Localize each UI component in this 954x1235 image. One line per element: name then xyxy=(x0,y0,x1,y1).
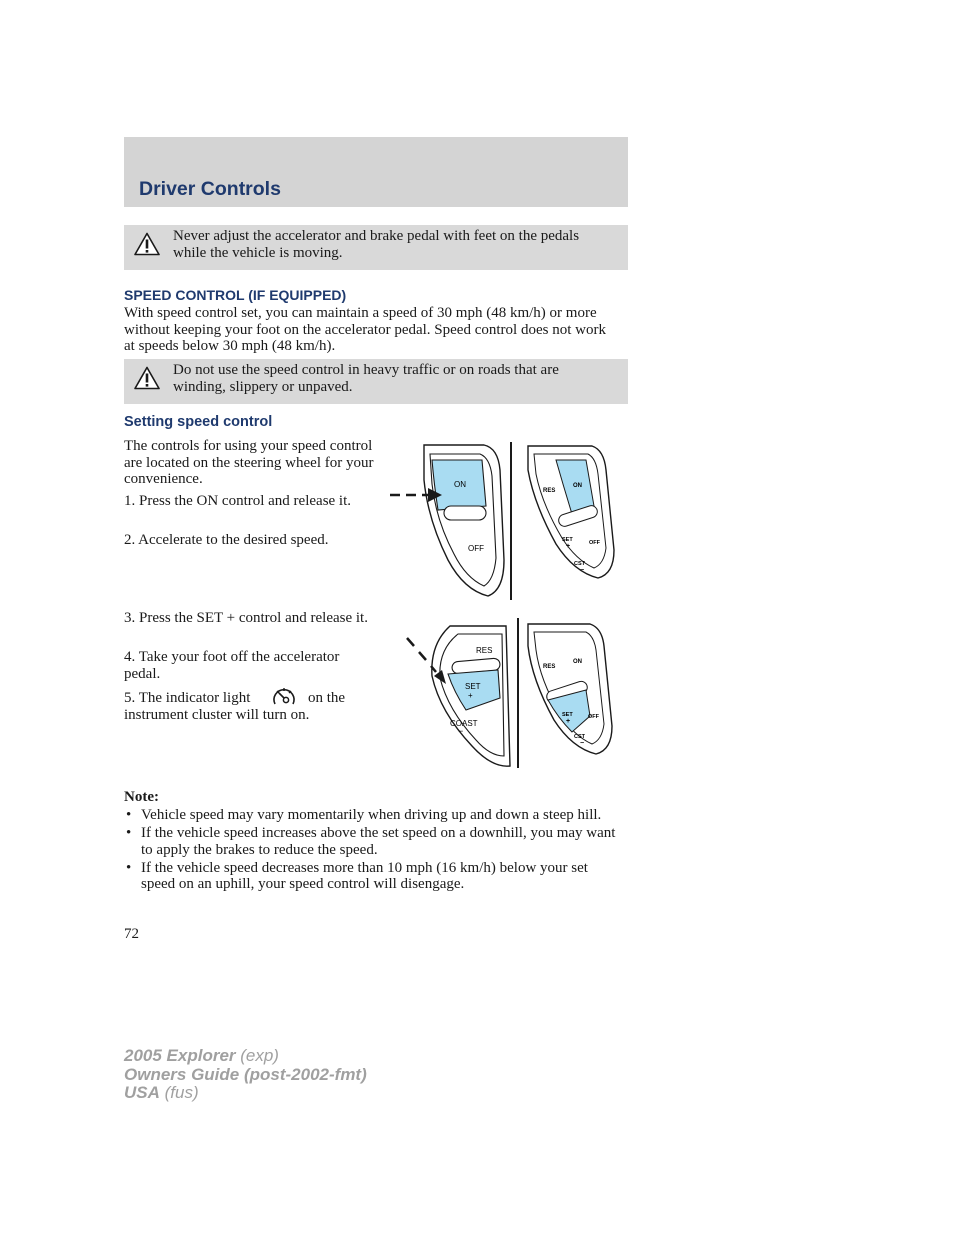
note-title: Note: xyxy=(124,789,159,805)
warning-box-pedals xyxy=(124,225,628,270)
footer xyxy=(124,1047,367,1103)
step-4: 4. Take your foot off the accelerator pedal. xyxy=(124,649,340,682)
step-1: 1. Press the ON control and release it. xyxy=(124,493,352,509)
list-item: • Vehicle speed may vary momentarily when driving up and down a steep hill. xyxy=(124,807,624,824)
subsection-title: Setting speed control xyxy=(124,414,273,430)
footer-line-1: 2005 Explorer (exp) xyxy=(124,1046,279,1065)
step-5-end: instrument cluster will turn on. xyxy=(124,707,310,723)
res-label: RES xyxy=(543,664,556,670)
coast-label: COAST xyxy=(450,719,478,728)
minus-label: − xyxy=(580,567,585,574)
cst-label: CST xyxy=(574,734,585,740)
setting-intro: The controls for using your speed control are located on the steering wheel for your convenience. xyxy=(124,438,374,487)
step-5-start: 5. The indicator light xyxy=(124,690,251,706)
list-item: • If the vehicle speed decreases more than 10 mph (16 km/h) below your set speed on an uphill, your speed control will disengage. xyxy=(124,860,624,893)
note-list xyxy=(124,807,624,894)
page-title: Driver Controls xyxy=(139,178,281,200)
plus-label: + xyxy=(566,543,571,550)
on-label: ON xyxy=(454,480,466,489)
footer-line-3: USA (fus) xyxy=(124,1083,199,1102)
section-intro: With speed control set, you can maintain a speed of 30 mph (48 km/h) or more without keeping your foot on the accelerator pedal. Speed control does not work at speeds below 30 mph (48 km/h). xyxy=(124,305,606,354)
figure-on-control xyxy=(388,440,628,602)
warning-text: Never adjust the accelerator and brake pedal with feet on the pedals while the vehicle is moving. xyxy=(173,228,580,261)
res-label: RES xyxy=(476,646,493,655)
step-5-mid: on the xyxy=(308,690,346,706)
warning-triangle-icon xyxy=(134,366,160,390)
set-label: SET xyxy=(562,537,573,543)
res-label: RES xyxy=(543,488,556,494)
minus-label: − xyxy=(458,726,464,736)
cst-label: CST xyxy=(574,561,585,567)
warning-box-traffic xyxy=(124,359,628,404)
step-3: 3. Press the SET + control and release it. xyxy=(124,610,368,626)
figure-set-control xyxy=(402,616,628,772)
page-number: 72 xyxy=(124,926,139,942)
list-item: • If the vehicle speed increases above the set speed on a downhill, you may want to apply the brakes to reduce the speed. xyxy=(124,825,624,858)
set-label: SET xyxy=(465,682,481,691)
warning-triangle-icon xyxy=(134,232,160,256)
off-label: OFF xyxy=(468,544,484,553)
slot-bar xyxy=(444,506,486,520)
off-label: OFF xyxy=(589,540,600,546)
footer-line-2: Owners Guide (post-2002-fmt) xyxy=(124,1064,367,1084)
warning-text: Do not use the speed control in heavy traffic or on roads that are winding, slippery or unpaved. xyxy=(173,362,559,395)
step-2: 2. Accelerate to the desired speed. xyxy=(124,532,329,548)
minus-label: − xyxy=(580,740,585,747)
on-label: ON xyxy=(573,659,582,665)
plus-label: + xyxy=(468,691,473,700)
section-title: SPEED CONTROL (IF EQUIPPED) xyxy=(124,287,347,303)
set-label: SET xyxy=(562,712,573,718)
off-label: OFF xyxy=(588,714,599,720)
plus-label: + xyxy=(566,718,571,725)
on-label: ON xyxy=(573,483,582,489)
